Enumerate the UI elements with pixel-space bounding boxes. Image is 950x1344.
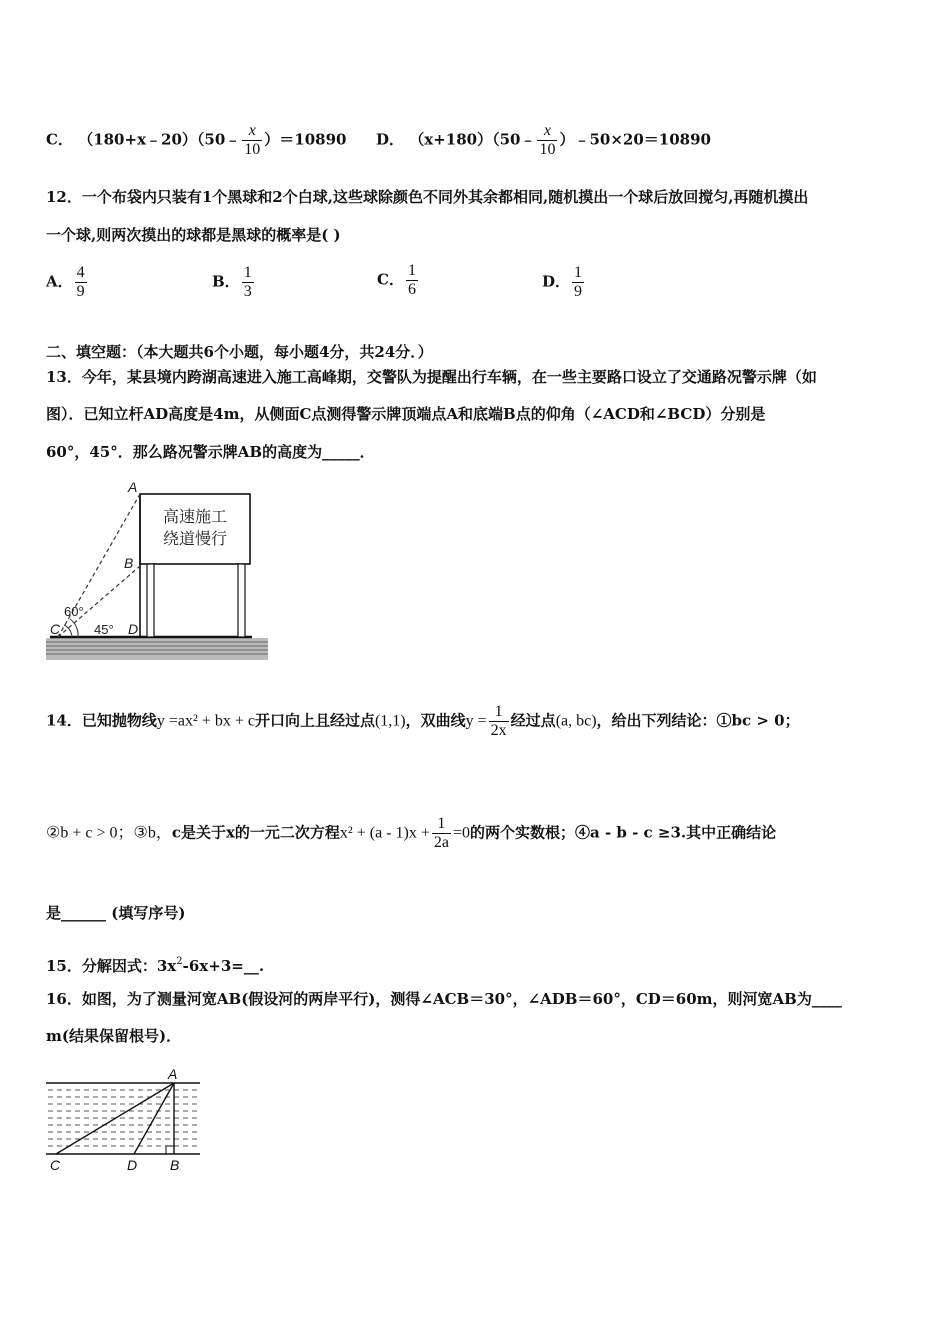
- label-d: D: [127, 1157, 138, 1173]
- q12-option-c: C． $\frac{1}{6}$: [377, 262, 416, 298]
- quadratic-equation: x² + (a - 1)x +: [339, 824, 430, 842]
- point-1-1: (1,1): [374, 712, 406, 730]
- q16-line1: 16．如图，为了测量河宽AB(假设河的两岸平行)，测得∠ACB＝30°，∠ADB＝60°，CD＝60m，则河宽AB为____: [46, 990, 842, 1008]
- q13-figure: [44, 478, 270, 663]
- q16-figure: [44, 1066, 202, 1176]
- q14-line1: 14．已知抛物线y =ax² + bx + c开口向上且经过点(1,1)，双曲线y = $\frac{1}{2x}$ 经过点(a, bc)，给出下列结论：①bc > 0；: [46, 703, 800, 739]
- parabola-equation: y =ax² + bx + c: [156, 712, 255, 730]
- post-left: [147, 564, 154, 637]
- label-c: C: [50, 621, 61, 637]
- label-45: 45°: [94, 622, 114, 637]
- sign-board: [140, 494, 250, 564]
- label-a: A: [168, 1066, 178, 1082]
- hyperbola-fraction: $\frac{1}{2x}$: [490, 703, 507, 739]
- q12-line1: 12．一个布袋内只装有1个黑球和2个白球,这些球除颜色不同外其余都相同,随机摸出一个球后放回搅匀,再随机摸出: [46, 188, 809, 206]
- q12-option-b: B． $\frac{1}{3}$: [212, 264, 252, 300]
- q16-line2: m(结果保留根号)．: [46, 1027, 182, 1045]
- post-right: [238, 564, 245, 637]
- label-a: A: [128, 479, 138, 495]
- q14-line3: 是______ (填写序号): [46, 904, 186, 922]
- sign-text-1: 高速施工: [162, 509, 228, 526]
- ground-hatch: [46, 638, 268, 660]
- q12-option-a: A． $\frac{4}{9}$: [46, 264, 85, 300]
- q15: 15．分解因式：$3x^2-6x+3=\_\_$.: [46, 956, 265, 975]
- sign-text-2: 绕道慢行: [162, 531, 228, 548]
- point-a-bc: (a, bc): [555, 712, 597, 730]
- q11-option-d: D． （x+180）（50﹣ $\frac{x}{10}$ ）﹣50×20＝10890: [376, 122, 711, 158]
- q12-line2: 一个球,则两次摸出的球都是黑球的概率是( ): [46, 226, 341, 244]
- label-c: C: [50, 1157, 61, 1173]
- q12-option-d: D． $\frac{1}{9}$: [542, 264, 583, 300]
- q11-option-c: C． （180+x﹣20）（50﹣ $\frac{x}{10}$ ）＝10890: [46, 122, 347, 158]
- q13-line3: 60°，45°．那么路况警示牌AB的高度为_____．: [46, 443, 375, 461]
- label-60: 60°: [64, 604, 84, 619]
- label-d: D: [128, 621, 139, 637]
- q13-line2: 图）．已知立杆AD高度是4m，从侧面C点测得警示牌顶端点A和底端B点的仰角（∠ACD和∠BCD）分别是: [46, 405, 766, 423]
- label-b: B: [170, 1157, 180, 1173]
- q13-line1: 13．今年，某县境内跨湖高速进入施工高峰期，交警队为提醒出行车辆，在一些主要路口设立了交通路况警示牌（如: [46, 368, 817, 386]
- section-heading: 二、填空题：（本大题共6个小题，每小题4分，共24分．）: [46, 343, 433, 361]
- river-water: [48, 1090, 198, 1146]
- right-angle-mark: [166, 1146, 174, 1154]
- label-b: B: [124, 555, 134, 571]
- q11-option-d-fraction: $\frac{x}{10}$: [539, 122, 556, 158]
- q14-line2: ②b + c > 0；③b，c是关于x的一元二次方程x² + (a - 1)x + $\frac{1}{2a}$ =0的两个实数根；④a - b - c ≥3.其中正确结论: [46, 815, 777, 851]
- q11-option-c-fraction: $\frac{x}{10}$: [244, 122, 261, 158]
